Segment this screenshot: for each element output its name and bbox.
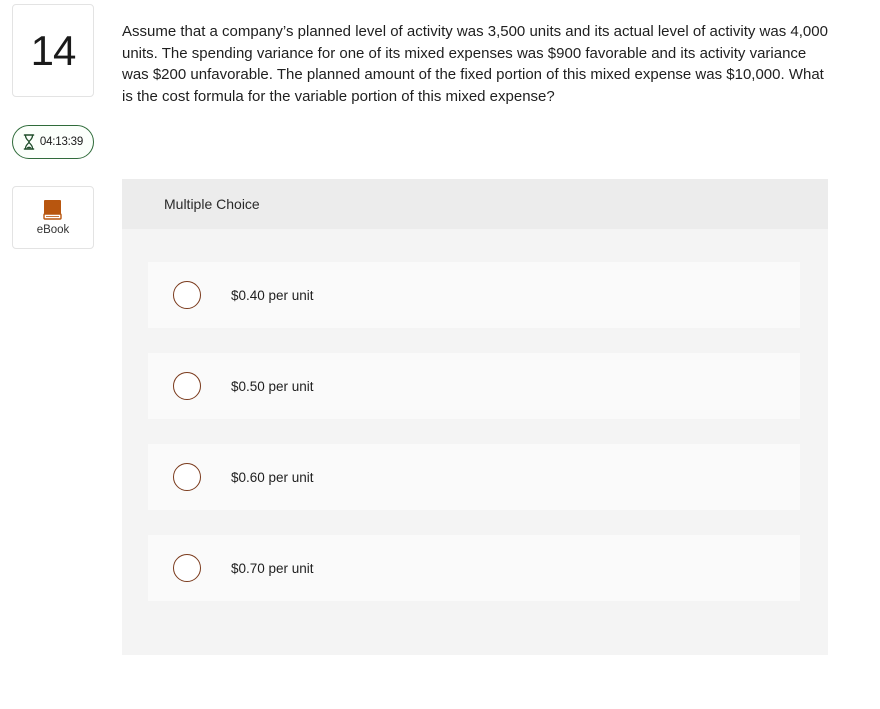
radio-button[interactable] (173, 281, 201, 309)
radio-button[interactable] (173, 372, 201, 400)
multiple-choice-panel (122, 179, 828, 655)
answer-option-4[interactable] (148, 535, 800, 601)
answer-option-label: $0.50 per unit (231, 378, 314, 394)
question-text: Assume that a company’s planned level of activity was 3,500 units and its actual level of activity was 4,000 units. The spending variance for one of its mixed expenses was $900 favorable and its activity variance was $200 unfavorable. The planned amount of the fixed portion of this mixed expense was $10,000. What is the cost formula for the variable portion of this mixed expense? (122, 23, 828, 105)
radio-button[interactable] (173, 554, 201, 582)
answer-option-label: $0.70 per unit (231, 560, 314, 576)
question-number-box (12, 4, 94, 97)
radio-button[interactable] (173, 463, 201, 491)
question-number: 14 (30, 26, 76, 74)
timer-badge (12, 125, 94, 159)
ebook-label: eBook (36, 224, 70, 236)
multiple-choice-header: Multiple Choice (122, 179, 828, 229)
book-icon (43, 199, 63, 221)
answer-option-3[interactable] (148, 444, 800, 510)
ebook-button[interactable] (12, 186, 94, 249)
timer-value: 04:13:39 (39, 136, 84, 148)
answer-option-label: $0.40 per unit (231, 287, 314, 303)
answer-option-label: $0.60 per unit (231, 469, 314, 485)
answer-option-1[interactable] (148, 262, 800, 328)
hourglass-icon (23, 134, 35, 150)
answer-option-2[interactable] (148, 353, 800, 419)
